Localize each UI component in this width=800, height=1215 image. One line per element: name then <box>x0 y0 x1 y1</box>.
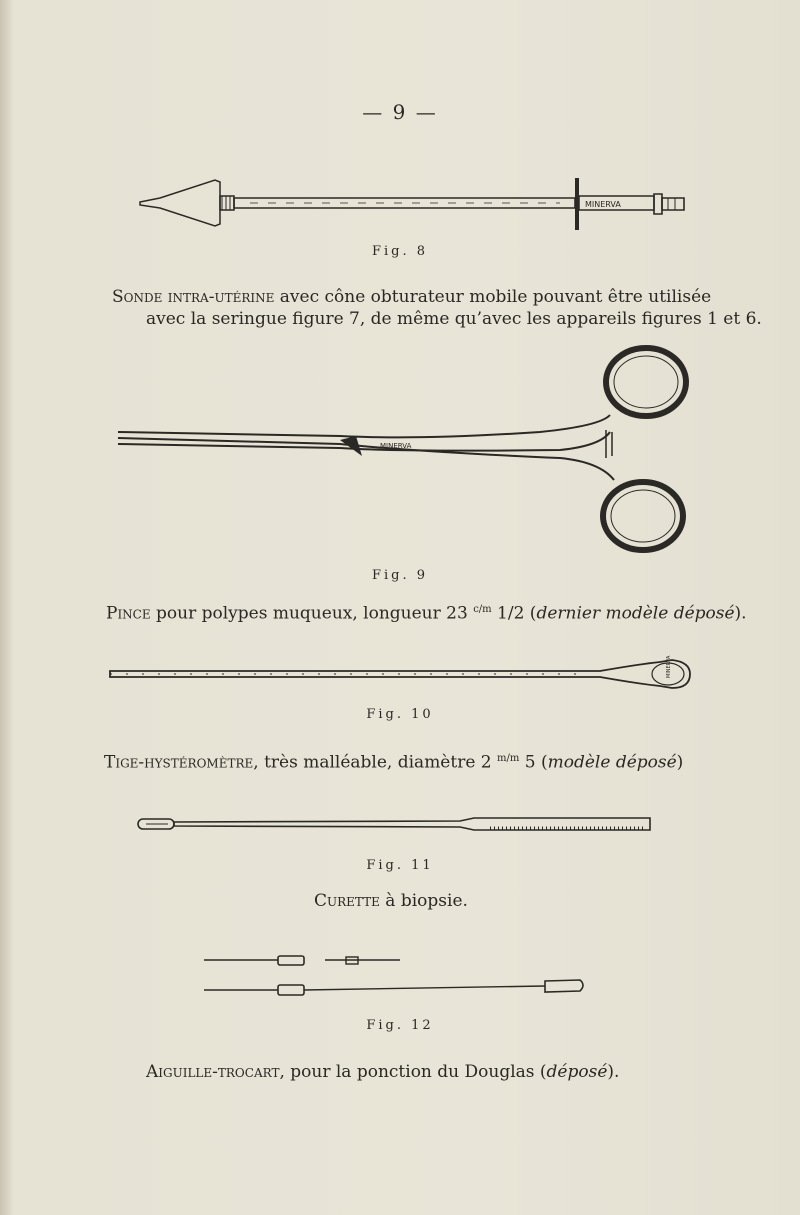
fig12-caption-close: ). <box>607 1062 620 1082</box>
fig8-title: Sonde intra-utérine <box>112 287 275 307</box>
fig9-caption <box>106 599 747 625</box>
fig9-caption-text1: pour polypes muqueux, longueur 23 <box>150 603 474 624</box>
fig10-title: Tige-hystéromètre, <box>104 752 259 773</box>
fig8-engraving: MINERVA <box>585 200 621 209</box>
fig9-caption-italic: dernier modèle déposé <box>536 603 735 624</box>
fig11-title: Curette <box>314 891 380 911</box>
fig10-hysterometer-illustration <box>0 650 800 700</box>
fig9-label: Fig. 9 <box>371 568 429 583</box>
fig9-title: Pince <box>106 603 151 624</box>
fig10-caption-text2: 5 ( <box>519 752 548 773</box>
fig9-unit: c/m <box>473 604 492 615</box>
fig10-label: Fig. 10 <box>366 707 434 722</box>
fig9-caption-close: ). <box>734 603 747 624</box>
fig12-trocar-needle-illustration <box>0 948 800 1008</box>
fig8-caption-text1: avec cône obturateur mobile pouvant être utilisée <box>274 287 712 307</box>
fig10-unit: m/m <box>497 753 520 764</box>
fig8-caption-line1 <box>112 286 711 308</box>
fig10-caption-close: ) <box>676 752 684 773</box>
fig8-label: Fig. 8 <box>371 244 429 259</box>
fig12-label: Fig. 12 <box>366 1018 434 1033</box>
fig9-caption-text2: 1/2 ( <box>491 603 537 624</box>
fig12-caption-text1: pour la ponction du Douglas ( <box>284 1062 547 1082</box>
fig8-caption-line2: avec la seringue figure 7, de même qu’avec les appareils figures 1 et 6. <box>146 309 762 329</box>
fig9-polyp-forceps-illustration <box>0 340 800 560</box>
fig12-caption-italic: déposé <box>546 1062 608 1082</box>
fig10-caption <box>104 748 683 774</box>
fig10-caption-italic: modèle déposé <box>547 752 677 773</box>
fig9-engraving: MINERVA <box>380 442 412 450</box>
fig11-curette-illustration <box>0 810 800 840</box>
fig11-label: Fig. 11 <box>366 858 434 873</box>
fig11-caption <box>314 890 468 912</box>
fig12-title: Aiguille-trocart, <box>146 1062 285 1082</box>
fig8-intrauterine-probe-illustration <box>0 168 800 228</box>
fig12-caption <box>146 1061 619 1083</box>
fig10-caption-text1: très malléable, diamètre 2 <box>258 752 498 773</box>
fig11-caption-text1: à biopsie. <box>379 891 468 911</box>
fig10-engraving: MINERVA <box>666 655 672 678</box>
page-number: — 9 — <box>362 100 438 124</box>
